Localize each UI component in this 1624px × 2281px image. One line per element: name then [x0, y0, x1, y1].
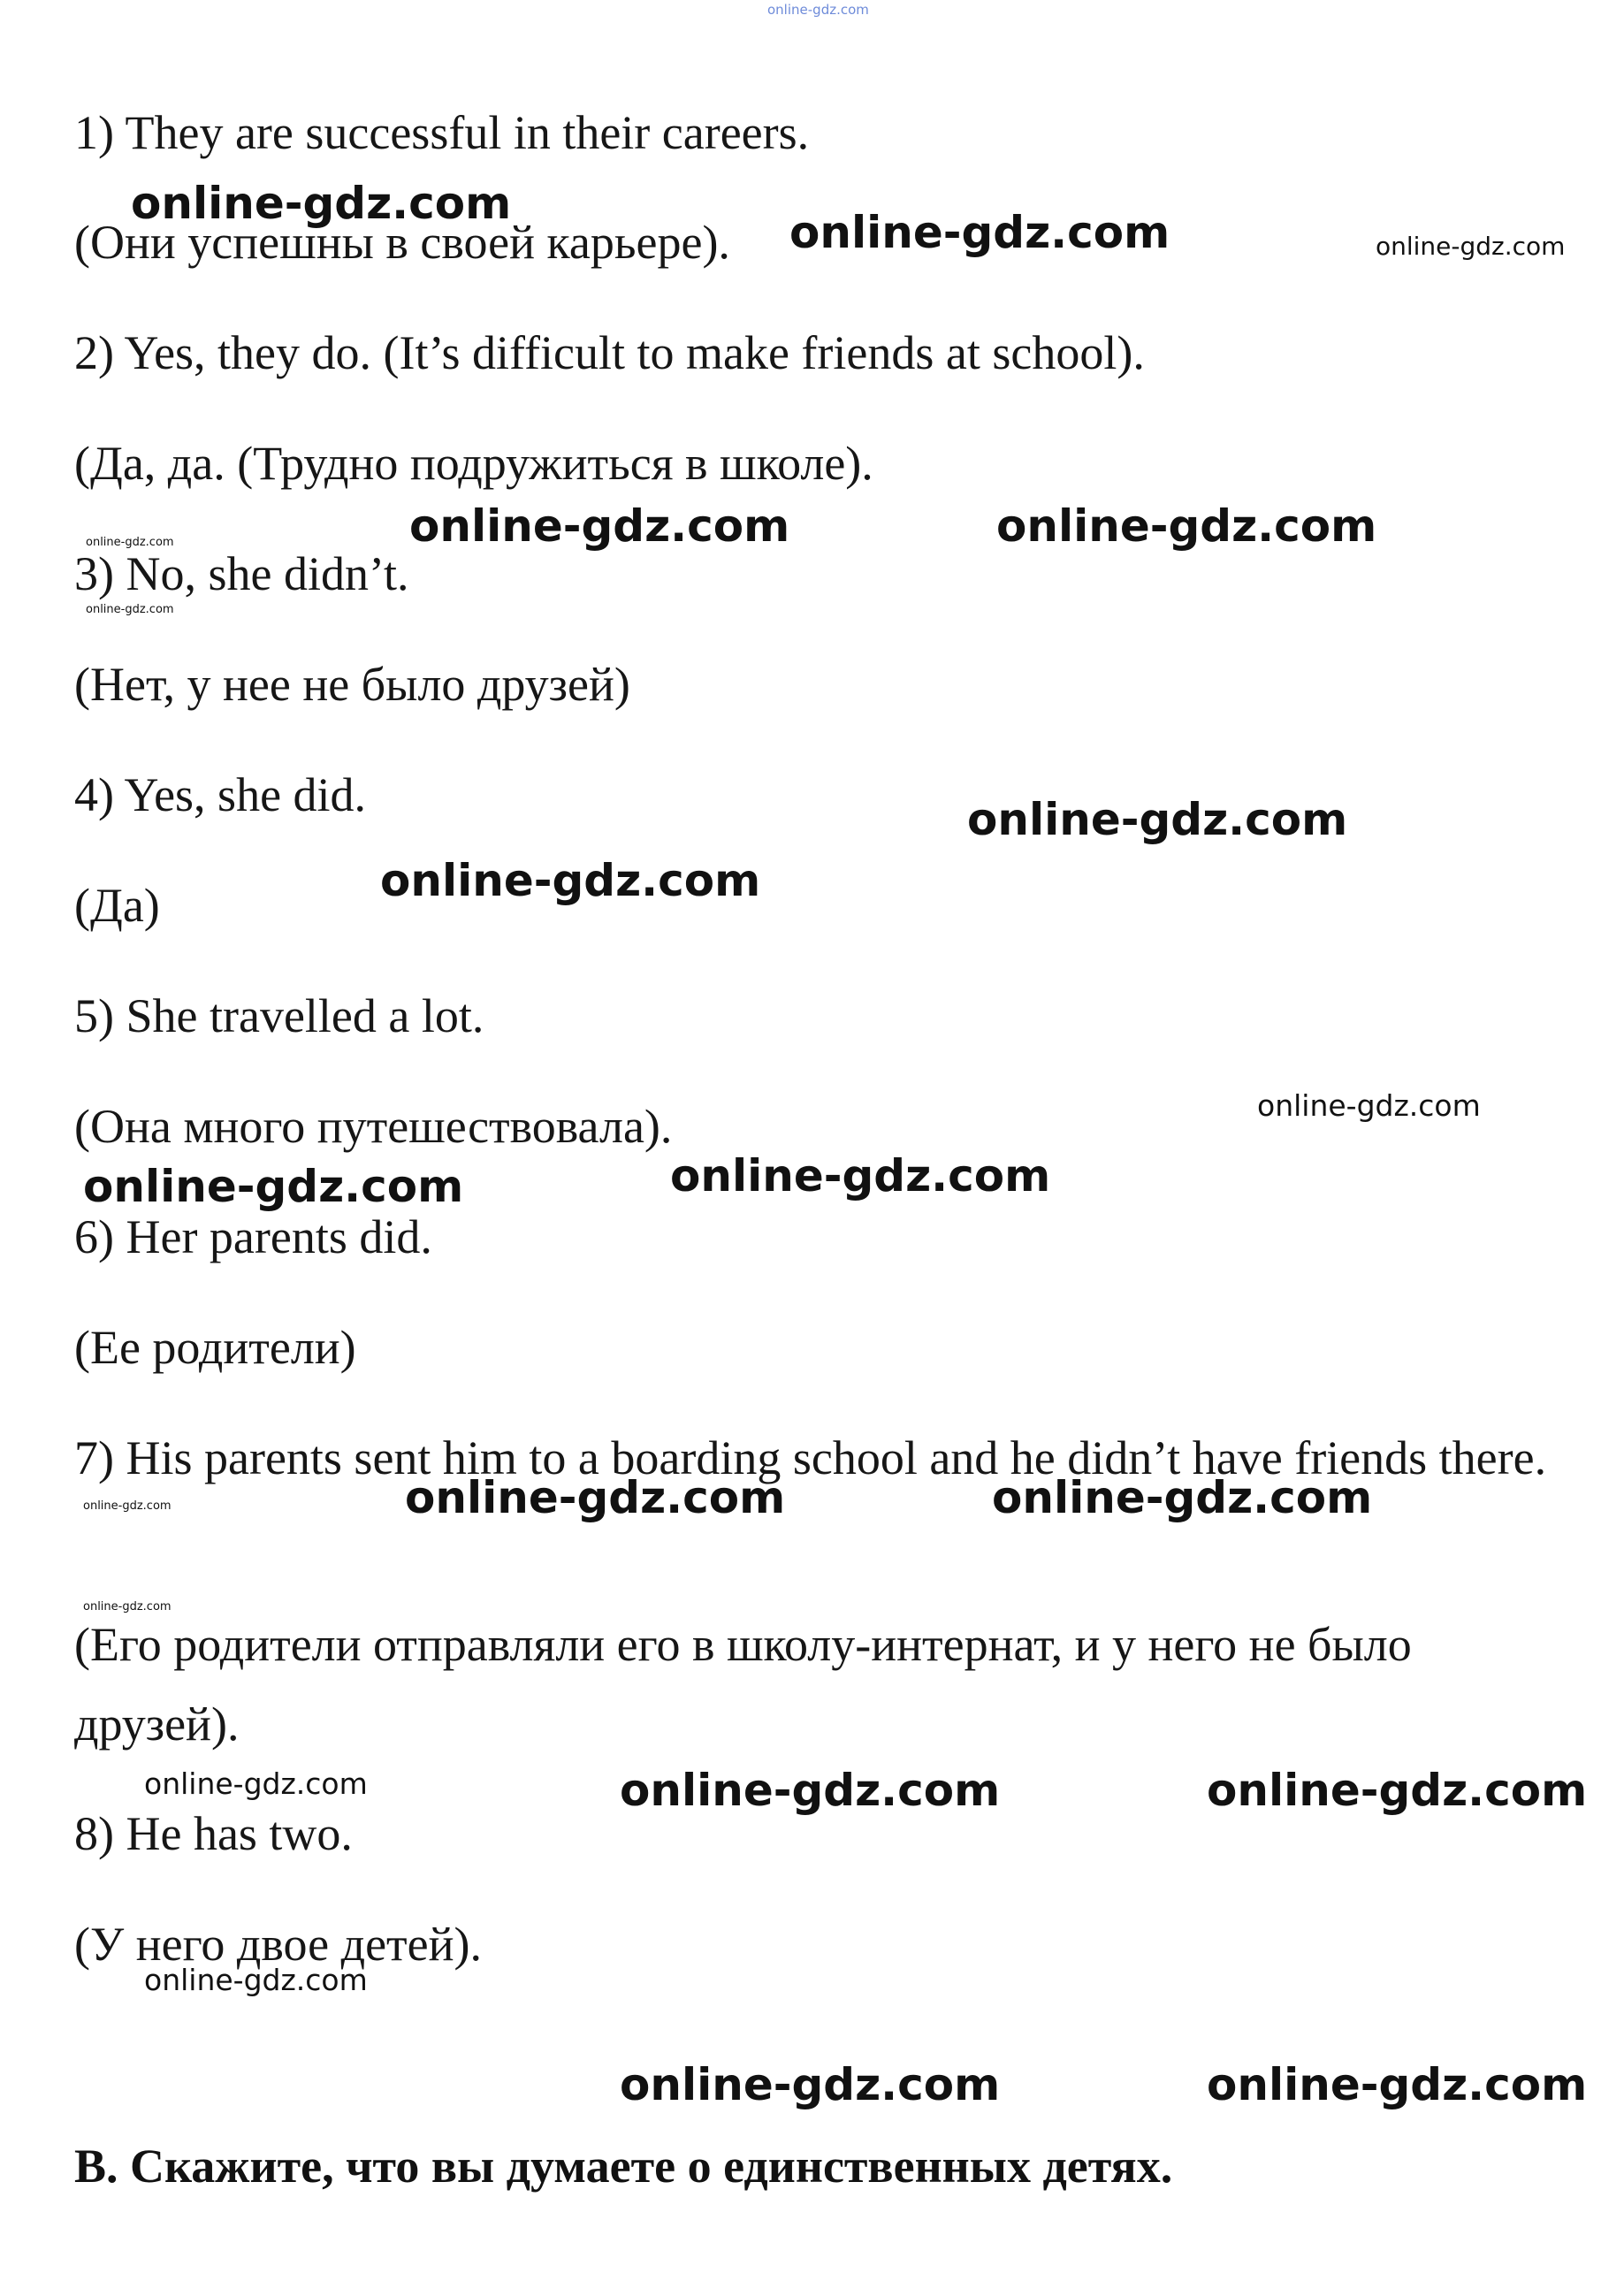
watermark: online-gdz.com: [409, 500, 790, 552]
answer-7-ru: (Его родители отправляли его в школу-интернат, и у него не было друзей).: [74, 1618, 1412, 1751]
source-watermark: online-gdz.com: [767, 2, 869, 18]
watermark: online-gdz.com: [86, 536, 174, 549]
watermark: online-gdz.com: [380, 855, 761, 906]
answer-3-ru: (Нет, у нее не было друзей): [74, 658, 630, 711]
answer-1-en: 1) They are successful in their careers.: [74, 106, 810, 159]
answer-8-en: 8) He has two.: [74, 1807, 353, 1860]
watermark: online-gdz.com: [131, 178, 512, 229]
watermark: online-gdz.com: [405, 1472, 786, 1523]
answer-3-en: 3) No, she didn’t.: [74, 547, 409, 600]
answer-1-ru: (Они успешны в своей карьере).: [74, 216, 730, 269]
answer-4-en: 4) Yes, she did.: [74, 768, 367, 821]
watermark: online-gdz.com: [1257, 1088, 1481, 1123]
watermark: online-gdz.com: [1376, 232, 1566, 261]
watermark: online-gdz.com: [992, 1472, 1373, 1523]
answer-7-en: 7) His parents sent him to a boarding school and he didn’t have friends there.: [74, 1431, 1547, 1484]
watermark: online-gdz.com: [1207, 2059, 1588, 2110]
answer-6-en: 6) Her parents did.: [74, 1210, 432, 1263]
answer-5-ru: (Она много путешествовала).: [74, 1100, 673, 1153]
watermark: online-gdz.com: [144, 1766, 368, 1801]
watermark: online-gdz.com: [144, 1963, 368, 1997]
watermark: online-gdz.com: [83, 1600, 172, 1613]
watermark: online-gdz.com: [670, 1150, 1051, 1202]
answer-4-ru: (Да): [74, 879, 160, 932]
watermark: online-gdz.com: [86, 603, 174, 616]
watermark: online-gdz.com: [620, 1765, 1001, 1816]
watermark: online-gdz.com: [789, 207, 1170, 258]
watermark: online-gdz.com: [967, 794, 1348, 845]
answer-8-ru: (У него двое детей).: [74, 1918, 483, 1971]
answer-2-en: 2) Yes, they do. (It’s difficult to make friends at school).: [74, 326, 1145, 379]
answer-6-ru: (Ее родители): [74, 1321, 356, 1374]
section-b-heading: B. Скажите, что вы думаете о единственных детях.: [74, 2140, 1173, 2193]
answer-5-en: 5) She travelled a lot.: [74, 989, 484, 1042]
watermark: online-gdz.com: [83, 1499, 172, 1513]
watermark: online-gdz.com: [83, 1161, 464, 1212]
watermark: online-gdz.com: [1207, 1765, 1588, 1816]
watermark: online-gdz.com: [996, 500, 1377, 552]
answer-2-ru: (Да, да. (Трудно подружиться в школе).: [74, 437, 873, 490]
watermark: online-gdz.com: [620, 2059, 1001, 2110]
